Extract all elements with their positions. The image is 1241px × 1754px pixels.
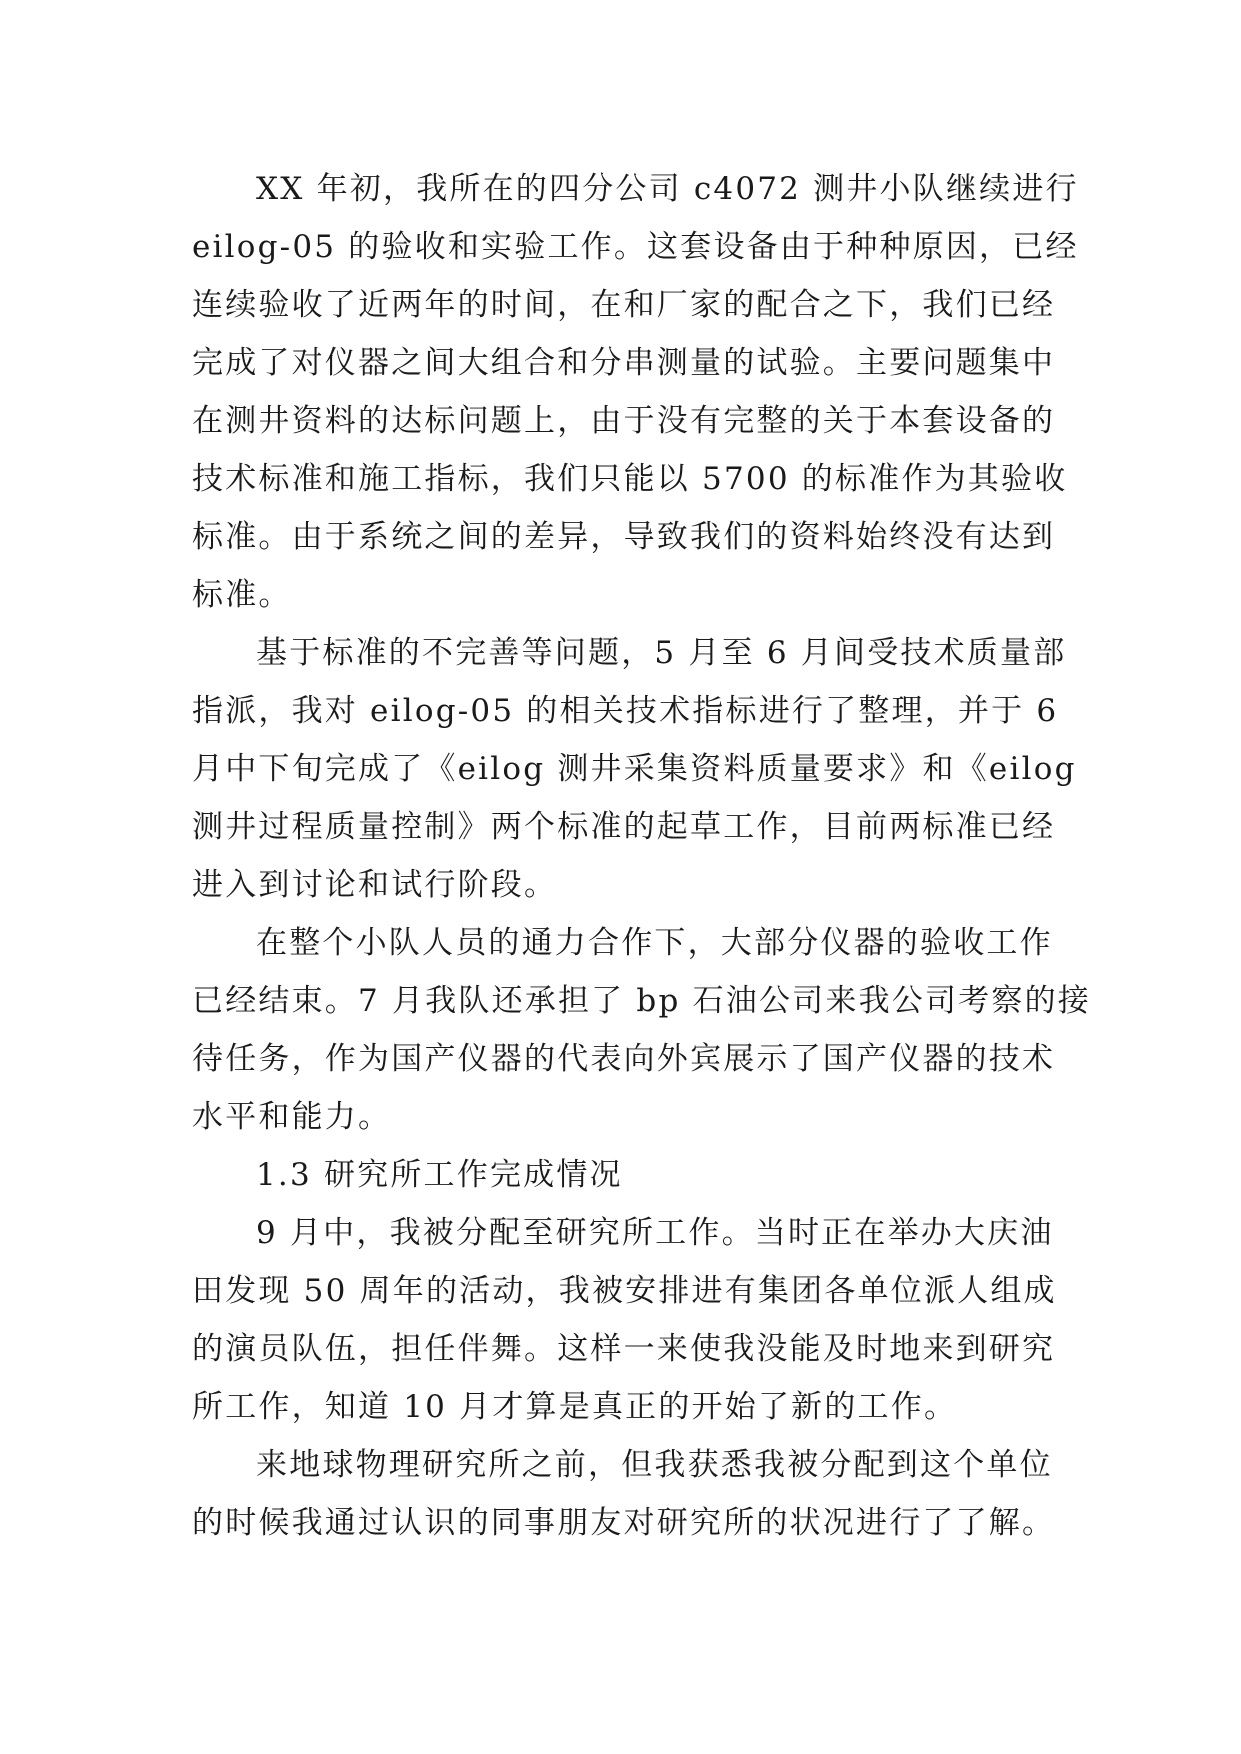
document-body bbox=[192, 160, 1091, 1552]
text-line: 标准。 bbox=[192, 577, 292, 613]
text-line: 9 月中，我被分配至研究所工作。当时正在举办大庆油 bbox=[256, 1215, 1054, 1251]
text-line: 标准。由于系统之间的差异，导致我们的资料始终没有达到 bbox=[192, 519, 1056, 555]
text-line: 的时候我通过认识的同事朋友对研究所的状况进行了了解。 bbox=[192, 1505, 1056, 1541]
text-line: 技术标准和施工指标，我们只能以 5700 的标准作为其验收 bbox=[192, 461, 1068, 497]
text-line: 基于标准的不完善等问题，5 月至 6 月间受技术质量部 bbox=[256, 635, 1067, 671]
text-line: 测井过程质量控制》两个标准的起草工作，目前两标准已经 bbox=[192, 809, 1056, 845]
text-line: 来地球物理研究所之前，但我获悉我被分配到这个单位 bbox=[256, 1447, 1053, 1483]
text-line: 待任务，作为国产仪器的代表向外宾展示了国产仪器的技术 bbox=[192, 1041, 1056, 1077]
text-line: XX 年初，我所在的四分公司 c4072 测井小队继续进行 bbox=[256, 171, 1079, 207]
text-line: 进入到讨论和试行阶段。 bbox=[192, 867, 558, 903]
text-line: 的演员队伍，担任伴舞。这样一来使我没能及时地来到研究 bbox=[192, 1331, 1056, 1367]
text-line: 指派，我对 eilog-05 的相关技术指标进行了整理，并于 6 bbox=[192, 693, 1059, 729]
text-line: 在测井资料的达标问题上，由于没有完整的关于本套设备的 bbox=[192, 403, 1056, 439]
text-line: 水平和能力。 bbox=[192, 1099, 392, 1135]
text-line: 月中下旬完成了《eilog 测井采集资料质量要求》和《eilog bbox=[192, 751, 1077, 787]
text-line: 已经结束。7 月我队还承担了 bp 石油公司来我公司考察的接 bbox=[192, 983, 1091, 1019]
text-line: 完成了对仪器之间大组合和分串测量的试验。主要问题集中 bbox=[192, 345, 1056, 381]
text-line: eilog-05 的验收和实验工作。这套设备由于种种原因，已经 bbox=[192, 229, 1079, 265]
text-line: 连续验收了近两年的时间，在和厂家的配合之下，我们已经 bbox=[192, 287, 1056, 323]
text-line: 所工作，知道 10 月才算是真正的开始了新的工作。 bbox=[192, 1389, 958, 1425]
text-line: 在整个小队人员的通力合作下，大部分仪器的验收工作 bbox=[256, 925, 1053, 961]
section-heading: 1.3 研究所工作完成情况 bbox=[256, 1157, 623, 1193]
text-line: 田发现 50 周年的活动，我被安排进有集团各单位派人组成 bbox=[192, 1273, 1057, 1309]
